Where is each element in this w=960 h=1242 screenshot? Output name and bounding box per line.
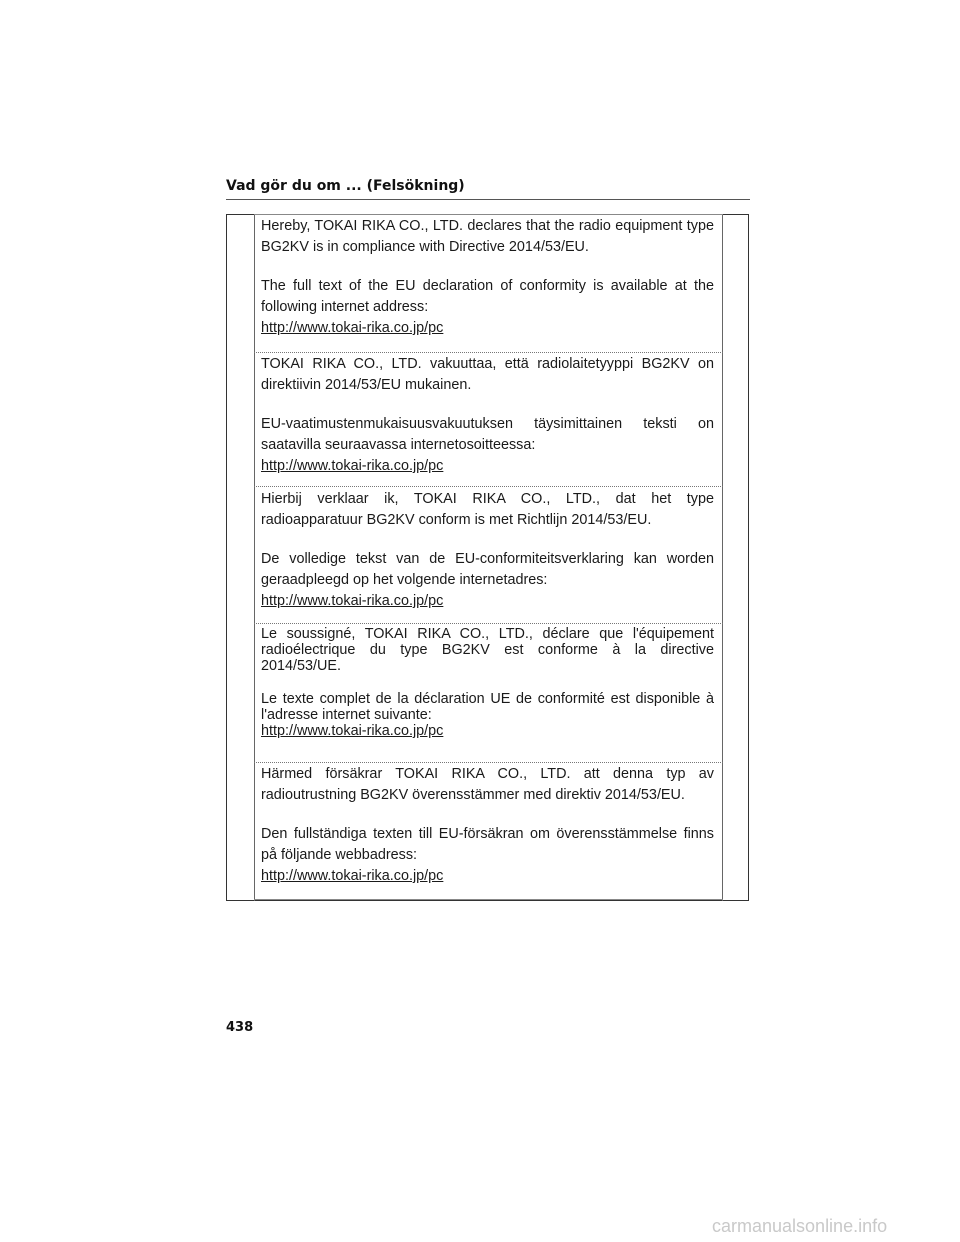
page-number: 438: [226, 1020, 254, 1035]
section-divider: [254, 623, 723, 624]
declaration-section-english: [261, 216, 714, 339]
declaration-link[interactable]: http://www.tokai-rika.co.jp/pc: [261, 458, 444, 474]
declaration-statement: TOKAI RIKA CO., LTD. vakuuttaa, että radiolaitetyyppi BG2KV on direktiivin 2014/53/EU mukainen.: [261, 356, 714, 393]
declaration-section-swedish: [261, 764, 714, 887]
section-divider: [254, 486, 723, 487]
declaration-link[interactable]: http://www.tokai-rika.co.jp/pc: [261, 723, 444, 739]
declaration-link[interactable]: http://www.tokai-rika.co.jp/pc: [261, 868, 444, 884]
section-divider: [254, 352, 723, 353]
declaration-link[interactable]: http://www.tokai-rika.co.jp/pc: [261, 320, 444, 336]
declaration-link[interactable]: http://www.tokai-rika.co.jp/pc: [261, 593, 444, 609]
section-divider: [254, 762, 723, 763]
inner-frame-top-rule: [254, 214, 723, 215]
site-watermark: carmanualsonline.info: [712, 1216, 888, 1236]
declaration-statement: Le soussigné, TOKAI RIKA CO., LTD., déclare que l'équipement radioélectrique du type BG2KV est conforme à la directive 2014/53/UE.: [261, 626, 714, 674]
inner-frame-bottom-rule: [254, 899, 723, 900]
page-header-title: Vad gör du om ... (Felsökning): [226, 178, 465, 194]
header-divider: [226, 199, 750, 200]
declaration-section-dutch: [261, 489, 714, 612]
declaration-statement: Härmed försäkrar TOKAI RIKA CO., LTD. att denna typ av radioutrustning BG2KV överensstämmer med direktiv 2014/53/EU.: [261, 766, 714, 803]
declaration-section-french: [261, 626, 714, 740]
availability-statement: The full text of the EU declaration of conformity is available at the following internet address:: [261, 278, 714, 315]
availability-statement: Le texte complet de la déclaration UE de conformité est disponible à l'adresse internet suivante:: [261, 691, 714, 723]
declaration-statement: Hereby, TOKAI RIKA CO., LTD. declares that the radio equipment type BG2KV is in compliance with Directive 2014/53/EU.: [261, 218, 714, 255]
availability-statement: De volledige tekst van de EU-conformiteitsverklaring kan worden geraadpleegd op het volgende internetadres:: [261, 551, 714, 588]
availability-statement: Den fullständiga texten till EU-försäkran om överensstämmelse finns på följande webbadress:: [261, 826, 714, 863]
declaration-statement: Hierbij verklaar ik, TOKAI RIKA CO., LTD., dat het type radioapparatuur BG2KV conform is met Richtlijn 2014/53/EU.: [261, 491, 714, 528]
declaration-section-finnish: [261, 354, 714, 477]
availability-statement: EU-vaatimustenmukaisuusvakuutuksen täysimittainen teksti on saatavilla seuraavassa internetosoitteessa:: [261, 416, 714, 453]
